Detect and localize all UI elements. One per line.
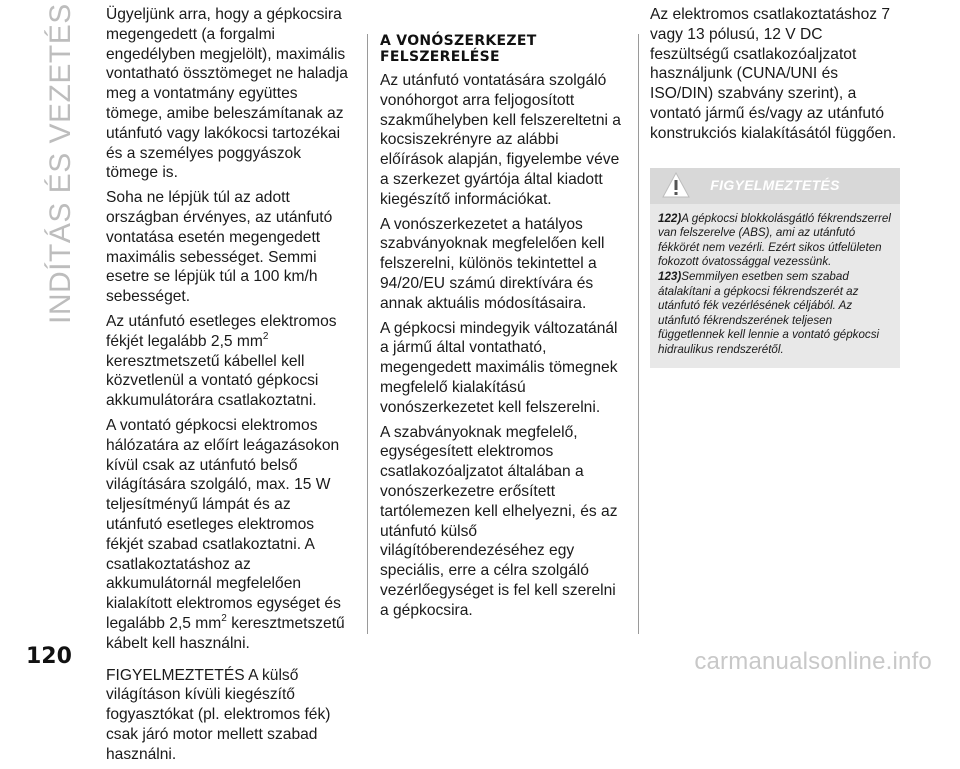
paragraph: Az utánfutó esetleges elektromos fékjét legalább 2,5 $mm^2$ keresztmetszetű kábellel kell közvetlenül a vontató gépkocsi akkumulátorára csatlakoztatni.	[106, 312, 337, 410]
superscript: 2	[221, 612, 227, 624]
section-side-title-text: INDÍTÁS ÉS VEZETÉS	[44, 3, 77, 324]
warning-item: 123)Semmilyen esetben sem szabad átalakítani a gépkocsi fékrendszerét az utánfutó fék vezérlésének céljából. Az utánfutó fékrendszerének teljesen függetlennek kell lennie a vontató gépkocsi hidraulikus rendszerétől.	[658, 269, 880, 356]
column-divider-2	[638, 34, 639, 634]
warning-triangle-icon	[662, 172, 690, 198]
text-column-2	[380, 5, 625, 626]
paragraph: A gépkocsi mindegyik változatánál a jármű által vontatható, megengedett maximális tömegnek megfelelő kialakítású vonószerkezetet kell felszerelni.	[380, 319, 618, 416]
warning-header	[650, 168, 900, 204]
watermark: carmanualsonline.info	[694, 648, 932, 675]
paragraph: A vonószerkezetet a hatályos szabványoknak megfelelően kell felszerelni, különös tekintettel a 94/20/EU számú direktívára és annak aktuális módosításaira.	[380, 215, 605, 312]
text-column-1	[106, 5, 351, 769]
superscript: 2	[262, 330, 269, 342]
section-side-title	[44, 3, 84, 324]
warning-number: 122)	[658, 211, 682, 225]
text-column-3	[650, 5, 900, 368]
paragraph: A szabványoknak megfelelő, egységesített elektromos csatlakozóaljzatot általában a vonószerkezetre erősített tartólemezen kell elhelyezni, és az utánfutó külső világítóberendezéséhez egy speciális, erre a célra szolgáló vezérlőegységet is fel kell szerelni a gépkocsira.	[380, 423, 618, 619]
warning-number: 123)	[658, 269, 682, 283]
paragraph: Az elektromos csatlakoztatáshoz 7 vagy 13 pólusú, 12 V DC feszültségű csatlakozóaljzatot használjunk (CUNA/UNI és ISO/DIN) szabvány szerint), a vontató jármű és/vagy az utánfutó konstrukciós kialakításától függően.	[650, 6, 897, 142]
paragraph: Ügyeljünk arra, hogy a gépkocsira megengedett (a forgalmi engedélyben megjelölt), maximális vontatható össztömeget ne haladja meg a vontatmány együttes tömege, amibe beleszámítanak az utánfutó vagy lakókocsi tartozékai és a személyes poggyászok tömege is.	[106, 6, 348, 182]
warning-item: 122)A gépkocsi blokkolásgátló fékrendszerrel van felszerelve (ABS), ami az utánfutó fékkörét nem vezérli. Ezért sikos útfelületen fokozott óvatossággal vezessünk.	[658, 211, 891, 269]
page-number: 120	[26, 644, 72, 669]
paragraph: Az utánfutó vontatására szolgáló vonóhorgot arra feljogosított szakműhelyben kell felszereltetni a kocsiszekrényre az alábbi előírások alapján, figyelembe véve a szerkezet gyártója által kiadott kiegészítő információkat.	[380, 72, 621, 208]
warning-box	[650, 168, 900, 368]
warning-title: FIGYELMEZTETÉS	[710, 176, 840, 193]
column-divider-1	[367, 34, 368, 634]
warning-body	[650, 204, 900, 362]
paragraph: A vontató gépkocsi elektromos hálózatára az előírt leágazásokon kívül csak az utánfutó belső világítására szolgáló, max. 15 W teljesítményű lámpát és az utánfutó esetleges elektromos fékjét szabad csatlakoztatni. A csatlakoztatáshoz az akkumulátornál megfelelően kialakított elektromos egységet és legalább 2,5 $mm^2$ keresztmetszetű kábelt kell használni.	[106, 416, 345, 652]
paragraph: Soha ne lépjük túl az adott országban érvényes, az utánfutó vontatása esetén megengedett maximális sebességet. Semmi esetre se lépjük túl a 100 km/h sebességet.	[106, 189, 333, 306]
section-heading: A VONÓSZERKEZET FELSZERELÉSE	[380, 33, 537, 65]
paragraph: FIGYELMEZTETÉS A külső világításon kívüli kiegészítő fogyasztókat (pl. elektromos fék) csak járó motor mellett szabad használni.	[106, 666, 331, 763]
